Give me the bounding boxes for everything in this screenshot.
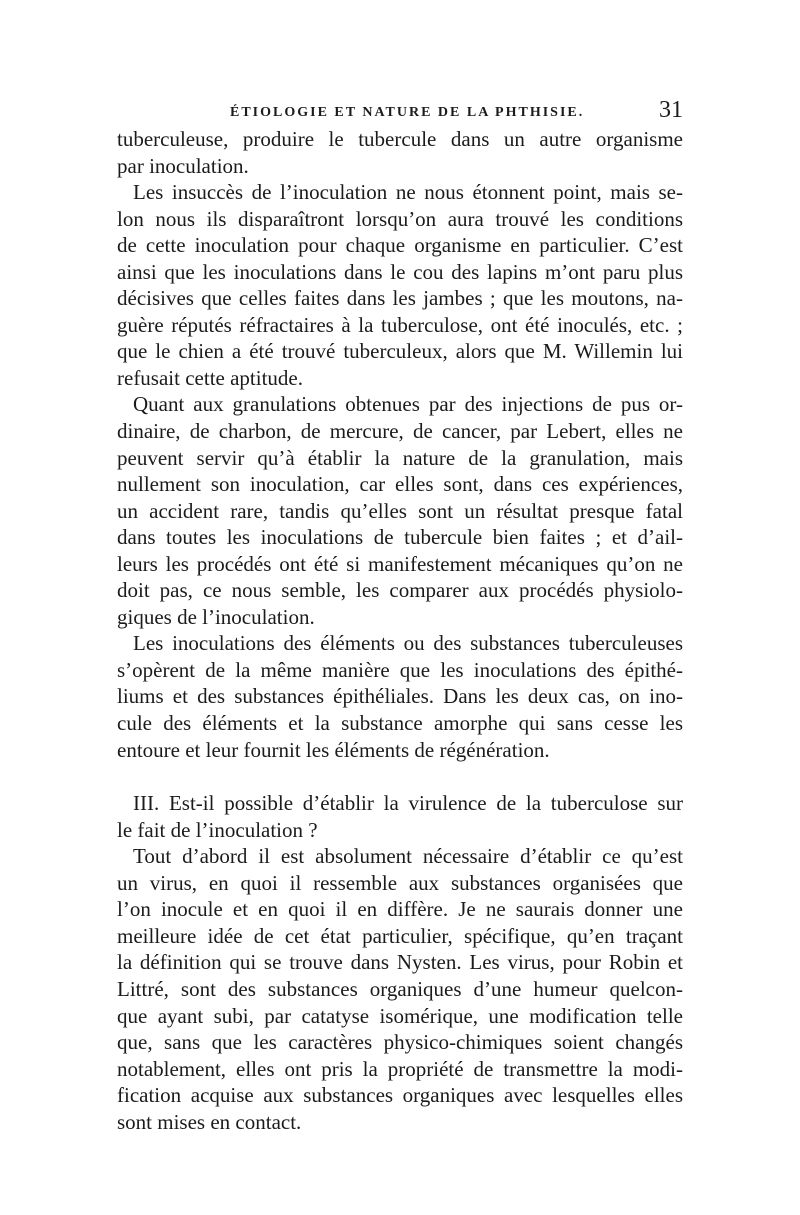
- text-line: meilleure idée de cet état particulier, spécifique, qu’en traçant: [117, 923, 683, 948]
- text-line: l’on inocule et en quoi il en diffère. Je ne saurais donner une: [117, 897, 683, 922]
- text-line: Littré, sont des substances organiques d’une humeur quelcon-: [117, 976, 683, 1001]
- section-gap: [117, 763, 683, 790]
- text-line: lon nous ils disparaîtront lorsqu’on aura trouvé les conditions: [117, 206, 683, 231]
- paragraph: [117, 843, 683, 1135]
- text-line: par inoculation.: [117, 153, 249, 178]
- text-line: III. Est-il possible d’établir la virulence de la tuberculose sur: [133, 791, 683, 816]
- text-line: que, sans que les caractères physico-chimiques soient changés: [117, 1030, 683, 1055]
- text-line: décisives que celles faites dans les jambes ; que les moutons, na-: [117, 286, 683, 311]
- text-line: Les inoculations des éléments ou des substances tuberculeuses: [133, 631, 683, 656]
- text-line: doit pas, ce nous semble, les comparer aux procédés physiolo-: [117, 578, 683, 603]
- text-line: ainsi que les inoculations dans le cou des lapins m’ont paru plus: [117, 259, 683, 284]
- paragraph: [117, 179, 683, 391]
- text-line: le fait de l’inoculation ?: [117, 817, 318, 842]
- text-line: tuberculeuse, produire le tubercule dans un autre organisme: [117, 127, 683, 151]
- text-line: entoure et leur fournit les éléments de régénération.: [117, 737, 550, 762]
- text-line: un accident rare, tandis qu’elles sont un résultat presque fatal: [117, 498, 683, 523]
- text-line: leurs les procédés ont été si manifestement mécaniques qu’on ne: [117, 551, 683, 576]
- text-line: que le chien a été trouvé tuberculeux, alors que M. Willemin lui: [117, 339, 683, 364]
- text-line: dans toutes les inoculations de tubercule bien faites ; et d’ail-: [117, 525, 683, 550]
- page-header: [117, 97, 683, 127]
- text-line: nullement son inoculation, car elles sont, dans ces expériences,: [117, 472, 683, 497]
- text-line: Tout d’abord il est absolument nécessaire d’établir ce qu’est: [133, 844, 683, 869]
- text-line: sont mises en contact.: [117, 1109, 302, 1134]
- text-line: cule des éléments et la substance amorphe qui sans cesse les: [117, 711, 683, 736]
- text-line: notablement, elles ont pris la propriété de transmettre la modi-: [117, 1056, 683, 1081]
- text-line: un virus, en quoi il ressemble aux substances organisées que: [117, 870, 683, 895]
- text-line: Quant aux granulations obtenues par des injections de pus or-: [133, 392, 683, 417]
- paragraph: [117, 790, 683, 843]
- text-line: refusait cette aptitude.: [117, 365, 303, 390]
- text-line: guère réputés réfractaires à la tuberculose, ont été inoculés, etc. ;: [117, 312, 683, 337]
- text-line: liums et des substances épithéliales. Dans les deux cas, on ino-: [117, 684, 683, 709]
- text-line: de cette inoculation pour chaque organisme en particulier. C’est: [117, 233, 683, 258]
- text-line: peuvent servir qu’à établir la nature de la granulation, mais: [117, 445, 683, 470]
- running-title: ÉTIOLOGIE ET NATURE DE LA PHTHISIE.: [230, 105, 585, 120]
- text-line: la définition qui se trouve dans Nysten. Les virus, pour Robin et: [117, 950, 683, 975]
- text-line: fication acquise aux substances organiques avec lesquelles elles: [117, 1083, 683, 1108]
- body-text: [117, 126, 683, 1135]
- page-number: 31: [659, 97, 683, 123]
- paragraph: [117, 126, 683, 179]
- text-line: que ayant subi, par catatyse isomérique, une modification telle: [117, 1003, 683, 1028]
- paragraph: [117, 391, 683, 630]
- text-line: dinaire, de charbon, de mercure, de cancer, par Lebert, elles ne: [117, 419, 683, 444]
- text-line: Les insuccès de l’inoculation ne nous étonnent point, mais se-: [133, 180, 683, 205]
- text-line: s’opèrent de la même manière que les inoculations des épithé-: [117, 657, 683, 682]
- text-line: giques de l’inoculation.: [117, 604, 315, 629]
- paragraph: [117, 630, 683, 763]
